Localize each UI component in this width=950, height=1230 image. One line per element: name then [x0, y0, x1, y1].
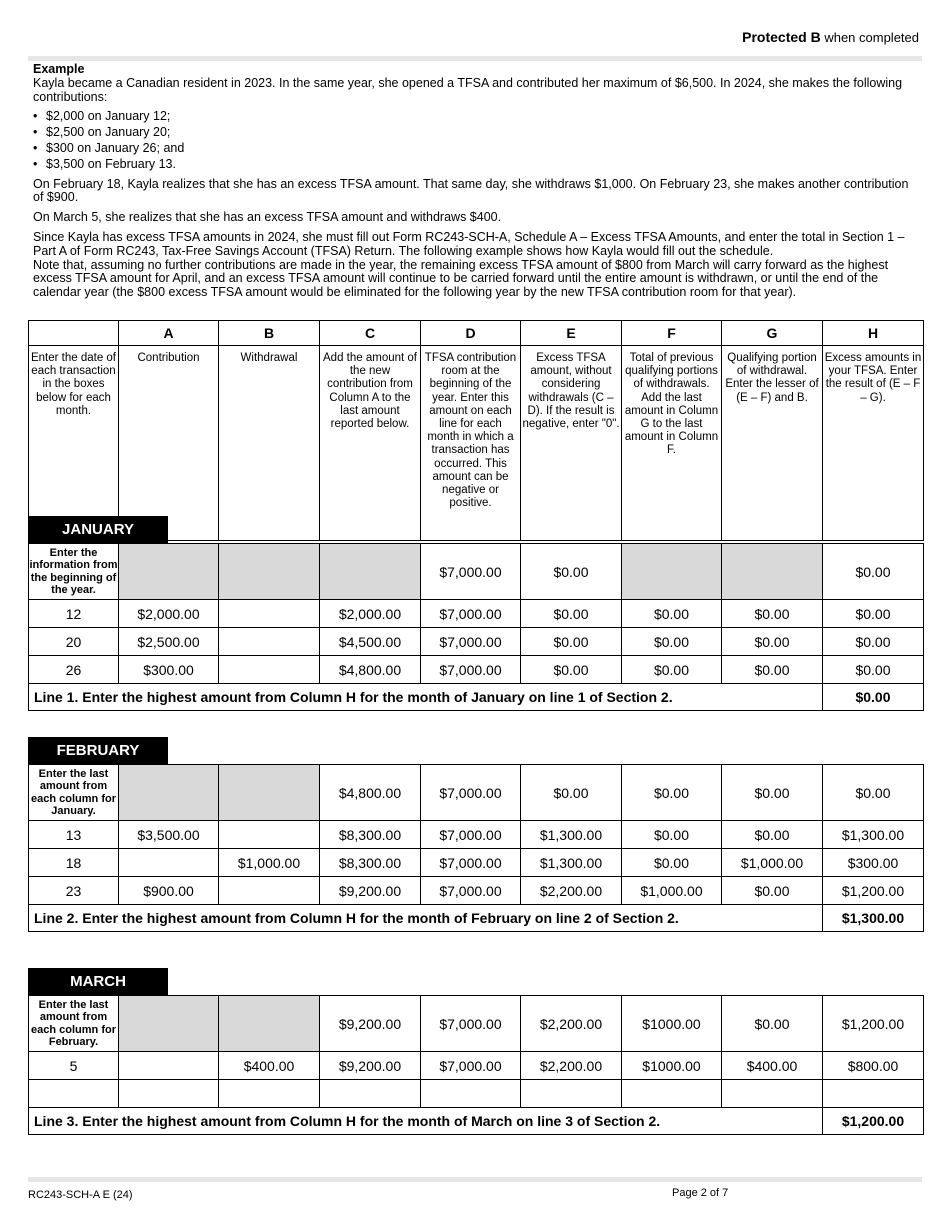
- cell-a: [119, 996, 219, 1052]
- cell-c: [320, 544, 421, 600]
- table-row: [29, 628, 924, 656]
- cell-e[interactable]: $1,300.00: [521, 821, 622, 849]
- cell-g[interactable]: $0.00: [722, 656, 823, 684]
- form-identifier: RC243-SCH-A E (24): [28, 1189, 133, 1201]
- cell-d[interactable]: $7,000.00: [421, 1052, 521, 1080]
- example-paragraph: On February 18, Kayla realizes that she has an excess TFSA amount. That same day, she withdraws $1,000. On February 23, she makes another contribution of $900.: [33, 176, 909, 205]
- cell-e[interactable]: $1,300.00: [521, 849, 622, 877]
- bottom-divider: [28, 1177, 922, 1182]
- list-item: • $3,500 on February 13.: [33, 158, 913, 172]
- january-table: [28, 543, 924, 711]
- column-description: Total of previous qualifying portions of withdrawals. Add the last amount in Column G to the last amount in Column F.: [622, 346, 722, 541]
- month-title-january: JANUARY: [28, 516, 168, 543]
- cell-c[interactable]: $2,000.00: [320, 600, 421, 628]
- cell-c[interactable]: $8,300.00: [320, 821, 421, 849]
- cell-b[interactable]: [219, 628, 320, 656]
- cell-h[interactable]: [823, 1080, 924, 1108]
- list-item: • $2,500 on January 20;: [33, 126, 913, 140]
- cell-f[interactable]: $1,000.00: [622, 877, 722, 905]
- month-title-february: FEBRUARY: [28, 737, 168, 764]
- cell-f[interactable]: $1000.00: [622, 1052, 722, 1080]
- table-row: [29, 600, 924, 628]
- cell-a[interactable]: $2,000.00: [119, 600, 219, 628]
- column-description: Excess amounts in your TFSA. Enter the result of (E – F – G).: [823, 346, 924, 541]
- cell-d[interactable]: $7,000.00: [421, 765, 521, 821]
- top-divider: [28, 56, 922, 61]
- cell-b: [219, 996, 320, 1052]
- column-letter: C: [320, 321, 421, 346]
- cell-c[interactable]: $9,200.00: [320, 877, 421, 905]
- cell-b[interactable]: $400.00: [219, 1052, 320, 1080]
- cell-g: [722, 544, 823, 600]
- cell-d[interactable]: $7,000.00: [421, 628, 521, 656]
- cell-a[interactable]: [119, 1080, 219, 1108]
- start-row-label: Enter the last amount from each column for February.: [29, 996, 119, 1052]
- cell-date[interactable]: 20: [29, 628, 119, 656]
- table-row: [29, 877, 924, 905]
- cell-f[interactable]: $0.00: [622, 628, 722, 656]
- table-row: [29, 1080, 924, 1108]
- cell-g[interactable]: $0.00: [722, 628, 823, 656]
- cell-g[interactable]: $0.00: [722, 996, 823, 1052]
- cell-h[interactable]: $1,200.00: [823, 996, 924, 1052]
- cell-c[interactable]: $8,300.00: [320, 849, 421, 877]
- cell-g[interactable]: $0.00: [722, 600, 823, 628]
- cell-e[interactable]: $0.00: [521, 765, 622, 821]
- cell-b[interactable]: [219, 1080, 320, 1108]
- column-description: TFSA contribution room at the beginning of the year. Enter this amount on each line for each month in which a transaction has occurred. This amount can be negative or positive.: [421, 346, 521, 541]
- line-1-value[interactable]: $0.00: [823, 684, 924, 711]
- cell-a[interactable]: $300.00: [119, 656, 219, 684]
- cell-e[interactable]: $0.00: [521, 544, 622, 600]
- cell-date[interactable]: 23: [29, 877, 119, 905]
- column-header-table: [28, 320, 924, 541]
- cell-d[interactable]: [421, 1080, 521, 1108]
- cell-f: [622, 544, 722, 600]
- column-description: Excess TFSA amount, without considering withdrawals (C – D). If the result is negative, enter "0".: [521, 346, 622, 541]
- march-table: [28, 995, 924, 1135]
- cell-h[interactable]: $0.00: [823, 600, 924, 628]
- cell-b[interactable]: [219, 877, 320, 905]
- line-2-text: Line 2. Enter the highest amount from Column H for the month of February on line 2 of Section 2.: [29, 905, 823, 932]
- cell-date[interactable]: [29, 1080, 119, 1108]
- cell-e[interactable]: $0.00: [521, 628, 622, 656]
- start-row-label: Enter the information from the beginning of the year.: [29, 544, 119, 600]
- cell-c[interactable]: [320, 1080, 421, 1108]
- cell-f[interactable]: $0.00: [622, 849, 722, 877]
- example-intro: Kayla became a Canadian resident in 2023. In the same year, she opened a TFSA and contributed her maximum of $6,500. In 2024, she makes the following contributions:: [33, 75, 903, 104]
- line-3-value[interactable]: $1,200.00: [823, 1108, 924, 1135]
- column-description: Withdrawal: [219, 346, 320, 541]
- cell-h[interactable]: $1,200.00: [823, 877, 924, 905]
- column-description: Enter the date of each transaction in the boxes below for each month.: [29, 346, 119, 541]
- cell-d[interactable]: $7,000.00: [421, 821, 521, 849]
- cell-f[interactable]: $0.00: [622, 821, 722, 849]
- cell-e[interactable]: $2,200.00: [521, 877, 622, 905]
- cell-f[interactable]: [622, 1080, 722, 1108]
- cell-e[interactable]: $2,200.00: [521, 1052, 622, 1080]
- column-letter: F: [622, 321, 722, 346]
- column-letter: B: [219, 321, 320, 346]
- line-1-text: Line 1. Enter the highest amount from Column H for the month of January on line 1 of Section 2.: [29, 684, 823, 711]
- column-letter: A: [119, 321, 219, 346]
- cell-b: [219, 544, 320, 600]
- cell-a[interactable]: [119, 849, 219, 877]
- column-letter: E: [521, 321, 622, 346]
- line-2-value[interactable]: $1,300.00: [823, 905, 924, 932]
- cell-date[interactable]: 13: [29, 821, 119, 849]
- cell-f[interactable]: $0.00: [622, 765, 722, 821]
- cell-c[interactable]: $4,800.00: [320, 656, 421, 684]
- protected-b-label: Protected B when completed: [742, 29, 919, 45]
- cell-date[interactable]: 26: [29, 656, 119, 684]
- column-letter-blank: [29, 321, 119, 346]
- start-row-label: Enter the last amount from each column for January.: [29, 765, 119, 821]
- cell-e[interactable]: $0.00: [521, 600, 622, 628]
- cell-h[interactable]: $0.00: [823, 544, 924, 600]
- cell-g[interactable]: $0.00: [722, 765, 823, 821]
- cell-e[interactable]: [521, 1080, 622, 1108]
- cell-g[interactable]: [722, 1080, 823, 1108]
- cell-g[interactable]: $0.00: [722, 821, 823, 849]
- cell-f[interactable]: $0.00: [622, 600, 722, 628]
- example-paragraph: On March 5, she realizes that she has an excess TFSA amount and withdraws $400.: [33, 210, 502, 225]
- example-paragraph: Note that, assuming no further contributions are made in the year, the remaining excess TFSA amount of $800 from March will carry forward as the highest excess TFSA amount for April, and an excess TFSA amount will continue to be carried forward until the entire amount is withdrawn, or until the end of the calendar year (the $800 excess TFSA amount would be eliminated for the following year by the new TFSA contribution room for that year).: [33, 257, 889, 300]
- cell-b[interactable]: $1,000.00: [219, 849, 320, 877]
- list-item: • $300 on January 26; and: [33, 142, 913, 156]
- cell-h[interactable]: $0.00: [823, 765, 924, 821]
- february-table: [28, 764, 924, 932]
- cell-b[interactable]: [219, 600, 320, 628]
- cell-h[interactable]: $1,300.00: [823, 821, 924, 849]
- example-title: Example: [33, 62, 85, 76]
- cell-g[interactable]: $1,000.00: [722, 849, 823, 877]
- cell-a[interactable]: $900.00: [119, 877, 219, 905]
- cell-h[interactable]: $0.00: [823, 628, 924, 656]
- cell-b[interactable]: [219, 821, 320, 849]
- cell-g[interactable]: $0.00: [722, 877, 823, 905]
- cell-f[interactable]: $0.00: [622, 656, 722, 684]
- list-item: • $2,000 on January 12;: [33, 110, 913, 124]
- cell-b[interactable]: [219, 656, 320, 684]
- cell-f[interactable]: $1000.00: [622, 996, 722, 1052]
- cell-d[interactable]: $7,000.00: [421, 877, 521, 905]
- month-title-march: MARCH: [28, 968, 168, 995]
- column-description: Qualifying portion of withdrawal. Enter the lesser of (E – F) and B.: [722, 346, 823, 541]
- contribution-list: [33, 110, 913, 171]
- cell-g[interactable]: $400.00: [722, 1052, 823, 1080]
- cell-d[interactable]: $7,000.00: [421, 996, 521, 1052]
- page-number: Page 2 of 7: [672, 1187, 729, 1199]
- column-letter: H: [823, 321, 924, 346]
- cell-c[interactable]: $4,500.00: [320, 628, 421, 656]
- cell-c[interactable]: $9,200.00: [320, 996, 421, 1052]
- cell-h[interactable]: $0.00: [823, 656, 924, 684]
- cell-c[interactable]: $9,200.00: [320, 1052, 421, 1080]
- cell-e[interactable]: $2,200.00: [521, 996, 622, 1052]
- table-row: [29, 1052, 924, 1080]
- column-description: Add the amount of the new contribution from Column A to the last amount reported below.: [320, 346, 421, 541]
- cell-h[interactable]: $300.00: [823, 849, 924, 877]
- cell-d[interactable]: $7,000.00: [421, 600, 521, 628]
- cell-e[interactable]: $0.00: [521, 656, 622, 684]
- cell-date[interactable]: 18: [29, 849, 119, 877]
- table-row: [29, 656, 924, 684]
- cell-date[interactable]: 5: [29, 1052, 119, 1080]
- cell-date[interactable]: 12: [29, 600, 119, 628]
- cell-a[interactable]: [119, 1052, 219, 1080]
- column-letter: G: [722, 321, 823, 346]
- cell-a[interactable]: $2,500.00: [119, 628, 219, 656]
- cell-a: [119, 765, 219, 821]
- column-letter: D: [421, 321, 521, 346]
- cell-d[interactable]: $7,000.00: [421, 656, 521, 684]
- column-description: Contribution: [119, 346, 219, 541]
- table-row: [29, 821, 924, 849]
- example-section: [33, 63, 913, 306]
- example-paragraph: Since Kayla has excess TFSA amounts in 2024, she must fill out Form RC243-SCH-A, Schedule A – Excess TFSA Amounts, and enter the total in Section 1 – Part A of Form RC243, Tax-Free Savings Account (TFSA) Return. The following example shows how Kayla would fill out the schedule.: [33, 229, 905, 258]
- cell-a: [119, 544, 219, 600]
- cell-d[interactable]: $7,000.00: [421, 544, 521, 600]
- cell-h[interactable]: $800.00: [823, 1052, 924, 1080]
- cell-c[interactable]: $4,800.00: [320, 765, 421, 821]
- cell-b: [219, 765, 320, 821]
- line-3-text: Line 3. Enter the highest amount from Column H for the month of March on line 3 of Section 2.: [29, 1108, 823, 1135]
- cell-d[interactable]: $7,000.00: [421, 849, 521, 877]
- table-row: [29, 849, 924, 877]
- cell-a[interactable]: $3,500.00: [119, 821, 219, 849]
